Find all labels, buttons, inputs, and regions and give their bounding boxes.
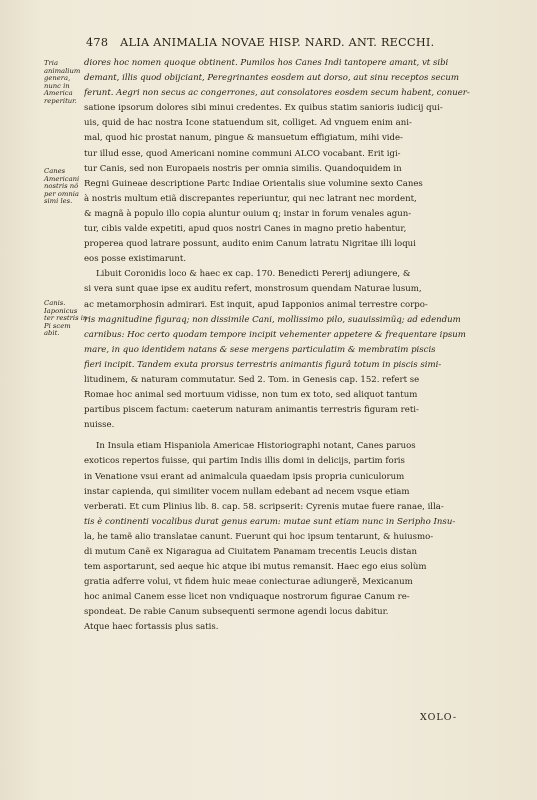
- marginal-note: Tria animalium genera, nunc in America reperitur.: [44, 59, 81, 105]
- text-line: tur Canis, sed non Europaeis nostris per omnia similis. Quandoquidem in: [84, 163, 402, 174]
- text-line: diores hoc nomen quoque obtinent. Pumilos hos Canes Indi tantopere amant, vt sibi: [84, 58, 449, 68]
- text-line: carnibus: Hoc certo quodam tempore incipit vehementer appetere & frequentare ipsum: [84, 329, 466, 340]
- text-line: ac metamorphosin admirari. Est inquit, apud Iapponios animal terrestre corpo-: [84, 299, 428, 310]
- text-line: eos posse existimarunt.: [84, 254, 187, 265]
- marginal-note: Canis. Iaponicus ter restris in Pi scem abit.: [44, 299, 88, 338]
- catchword: XOLO-: [420, 712, 458, 723]
- text-line: Romae hoc animal sed mortuum vidisse, non tum ex toto, sed aliquot tantum: [84, 390, 418, 401]
- text-line: fieri incipit. Tandem exuta prorsus terrestris animantis figurâ totum in piscis simi-: [84, 359, 442, 370]
- text-line: nuisse.: [84, 420, 115, 431]
- text-line: la, he tamẽ alio translatae canunt. Fuerunt qui hoc ipsum tentarunt, & huiusmo-: [84, 531, 434, 542]
- text-line: ris magnitudine figuraq; non dissimile Cani, mollissimo pilo, suauissimũq; ad edendum: [84, 314, 461, 325]
- text-line: si vera sunt quae ipse ex auditu refert, monstrosum quendam Naturae lusum,: [84, 284, 422, 295]
- running-header: [86, 36, 506, 49]
- running-title: ALIA ANIMALIA NOVAE HISP. NARD. ANT. RECCHI.: [120, 36, 435, 49]
- marginal-note: Canes Americani nostris nô per omnia simi les.: [44, 167, 80, 206]
- text-line: Libuit Coronidis loco & haec ex cap. 170. Benedicti Pererij adiungere, &: [96, 269, 411, 280]
- text-line: hoc animal Canem esse licet non vndiquaque nostrorum figurae Canum re-: [84, 592, 410, 603]
- text-line: à nostris multum etiã discrepantes reperiuntur, qui nec latrant nec mordent,: [84, 193, 417, 204]
- text-line: tis è continenti vocalibus durat genus earum: mutae sunt etiam nunc in Seripho Insu-: [84, 516, 456, 527]
- text-line: tur illud esse, quod Americani nomine communi ALCO vocabant. Erit igi-: [84, 148, 401, 159]
- text-line: instar capienda, qui similiter vocem nullam edebant ad necem vsque etiam: [84, 486, 410, 497]
- text-line: di mutum Canẽ ex Nigaragua ad Ciuitatem Panamam trecentis Leucis distan: [84, 547, 417, 557]
- text-line: tur, cibis valde expetiti, apud quos nostri Canes in magno pretio habentur,: [84, 224, 407, 235]
- text-line: demant, illis quod obijciant, Peregrinantes eosdem aut dorso, aut sinu receptos secum: [84, 73, 459, 84]
- text-line: mal, quod hic prostat nanum, pingue & mansuetum effigiatum, mihi vide-: [84, 133, 403, 144]
- text-line: partibus piscem factum: caeterum naturam animantis terrestris figuram reti-: [84, 405, 419, 416]
- text-line: In Insula etiam Hispaniola Americae Historiographi notant, Canes paruos: [96, 441, 416, 452]
- text-line: verberati. Et cum Plinius lib. 8. cap. 58. scripserit: Cyrenis mutae fuere ranae, illa-: [84, 501, 444, 512]
- text-line: uis, quid de hac nostra Icone statuendum sit, colliget. Ad vnguem enim ani-: [84, 118, 412, 129]
- text-line: litudinem, & naturam commutatur. Sed 2. Tom. in Genesis cap. 152. refert se: [84, 374, 420, 385]
- text-line: properea quod latrare possunt, audito enim Canum latratu Nigritae illi loqui: [84, 239, 416, 250]
- text-line: tem asportarunt, sed aeque hic atque ibi mutus remansit. Haec ego eius solùm: [84, 562, 427, 573]
- text-line: ferunt. Aegri non secus ac congerrones, aut consolatores eosdem secum habent, conuer-: [84, 88, 470, 99]
- text-line: satione ipsorum dolores sibi minui credentes. Ex quibus statim sanioris iudicij qui-: [84, 103, 443, 114]
- text-line: in Venatione vsui erant ad animalcula quaedam ipsis propria cuniculorum: [84, 471, 405, 482]
- main-text: [84, 56, 520, 636]
- text-line: Regni Guineae descriptione Partc Indiae Orientalis siue volumine sexto Canes: [84, 178, 423, 189]
- text-line: & magnã à populo illo copia aluntur ouium q; instar in forum venales agun-: [84, 208, 412, 219]
- text-line: spondeat. De rabie Canum subsequenti sermone agendi locus dabitur.: [84, 607, 389, 618]
- text-line: exoticos repertos fuisse, qui partim Indis illis domi in delicijs, partim foris: [84, 456, 405, 467]
- text-line: mare, in quo identidem natans & sese mergens particulatim & membratim piscis: [84, 344, 436, 355]
- text-line: gratia adferre volui, vt fidem huic meae coniecturae adiungerẽ, Mexicanum: [84, 577, 413, 588]
- page-number: 478: [86, 36, 109, 49]
- text-line: Atque haec fortassis plus satis.: [84, 622, 219, 633]
